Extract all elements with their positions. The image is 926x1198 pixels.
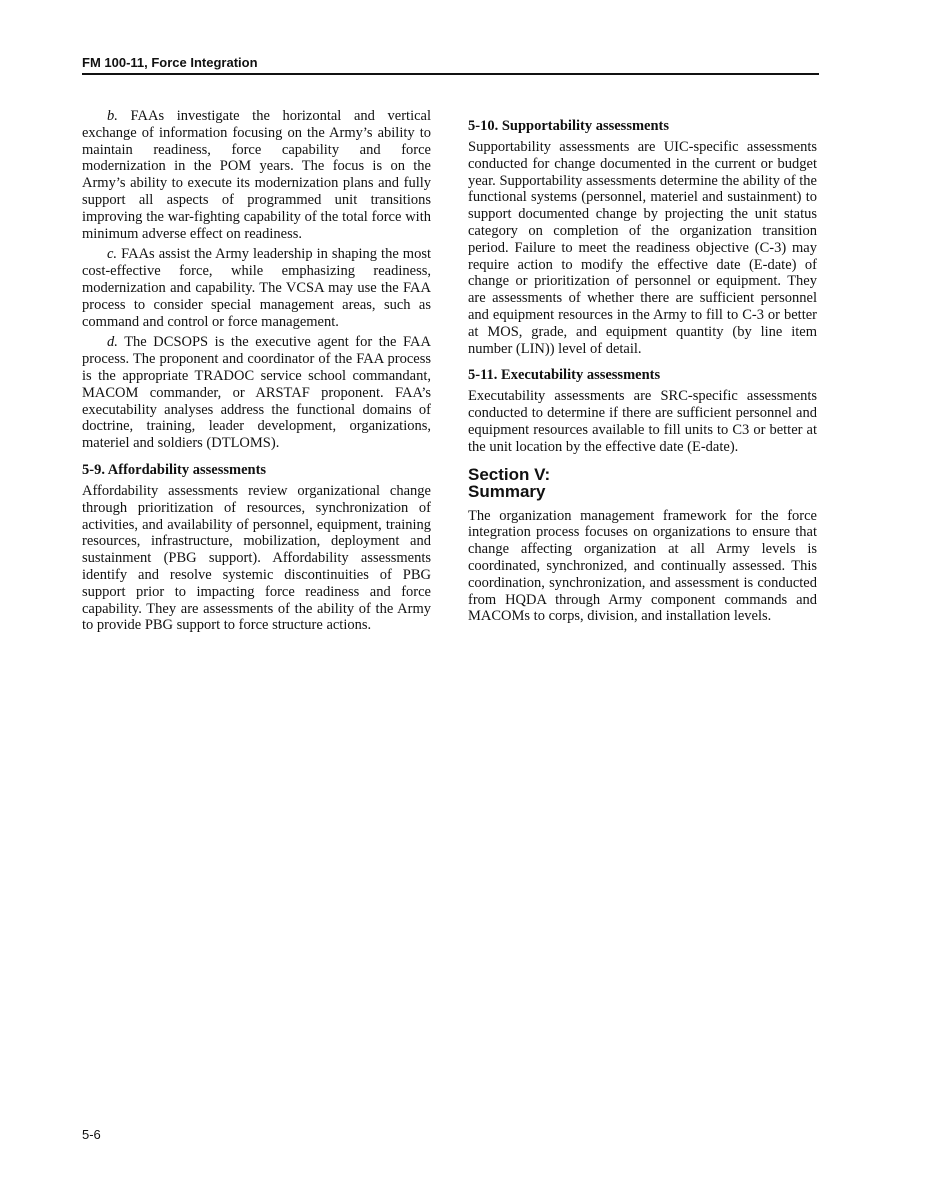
left-column bbox=[82, 108, 431, 638]
paragraph-b bbox=[82, 108, 431, 242]
section-v-heading-line2: Summary bbox=[468, 481, 546, 501]
paragraph-summary: The organization management framework for the force integration process focuses on organizations to ensure that change affecting organization at all Army levels is coordinated, synchronized, and continually assessed. This coordination, synchronization, and assessment is conducted from HQDA through Army component commands and MACOMs to corps, division, and installation levels. bbox=[468, 507, 817, 625]
paragraph-b-marker: b. bbox=[107, 108, 118, 124]
paragraph-c bbox=[82, 246, 431, 330]
right-column bbox=[468, 108, 817, 629]
running-header: FM 100-11, Force Integration bbox=[82, 55, 819, 75]
paragraph-d bbox=[82, 334, 431, 452]
heading-5-9: 5-9. Affordability assessments bbox=[82, 461, 267, 478]
page-number: 5-6 bbox=[82, 1127, 101, 1142]
paragraph-5-10: Supportability assessments are UIC-specific assessments conducted for change documented in the current or budget year. Supportability assessments determine the ability of the functional systems (personnel, materiel and sustainment) to support documented change by projecting the unit status category on completion of the organization transition period. Failure to meet the readiness objective (C-3) may require action to modify the effective date (E-date) of change or prioritization of personnel or equipment. They are assessments of whether there are sufficient personnel and equipment resources in the Army to fill to C-3 or better at MOS, grade, and equipment quantity (by line item number (LIN)) level of detail. bbox=[468, 139, 817, 357]
paragraph-d-text: The DCSOPS is the executive agent for the FAA process. The proponent and coordinator of the FAA process is the appropriate TRADOC service school commandant, MACOM commander, or ARSTAF proponent. FAA’s executability analyses address the functional domains of doctrine, training, leader development, organizations, materiel and soldiers (DTLOMS). bbox=[82, 334, 431, 452]
paragraph-5-9: Affordability assessments review organizational change through prioritization of resources, synchronization of activities, and availability of personnel, equipment, training resources, infrastructure, mobilization, deployment and sustainment (PBG support). Affordability assessments identify and resolve systemic discontinuities of PBG support prior to impacting force readiness and force capability. They are assessments of the ability of the Army to provide PBG support to force structure actions. bbox=[82, 482, 431, 634]
paragraph-b-text: FAAs investigate the horizontal and vertical exchange of information focusing on the Army’s ability to maintain readiness, force capability and force modernization in the POM years. The focus is on the Army’s ability to execute its modernization plans and fully support all aspects of programmed unit transitions improving the war-fighting capability of the total force with minimum adverse effect on readiness. bbox=[82, 108, 432, 242]
section-v-heading-line1: Section V: bbox=[468, 464, 551, 484]
paragraph-5-11: Executability assessments are SRC-specific assessments conducted to determine if there are sufficient personnel and equipment resources available to fill units to C3 or better at the unit location by the effective date (E-date). bbox=[468, 388, 817, 455]
paragraph-c-marker: c. bbox=[107, 246, 118, 263]
section-v-heading bbox=[468, 466, 817, 500]
heading-5-10: 5-10. Supportability assessments bbox=[468, 118, 670, 134]
paragraph-d-marker: d. bbox=[107, 334, 118, 351]
heading-5-11: 5-11. Executability assessments bbox=[468, 367, 661, 384]
paragraph-c-text: FAAs assist the Army leadership in shaping the most cost-effective force, while emphasizing readiness, modernization and capability. The VCSA may use the FAA process to consider special management areas, such as command and control or force management. bbox=[82, 246, 432, 330]
